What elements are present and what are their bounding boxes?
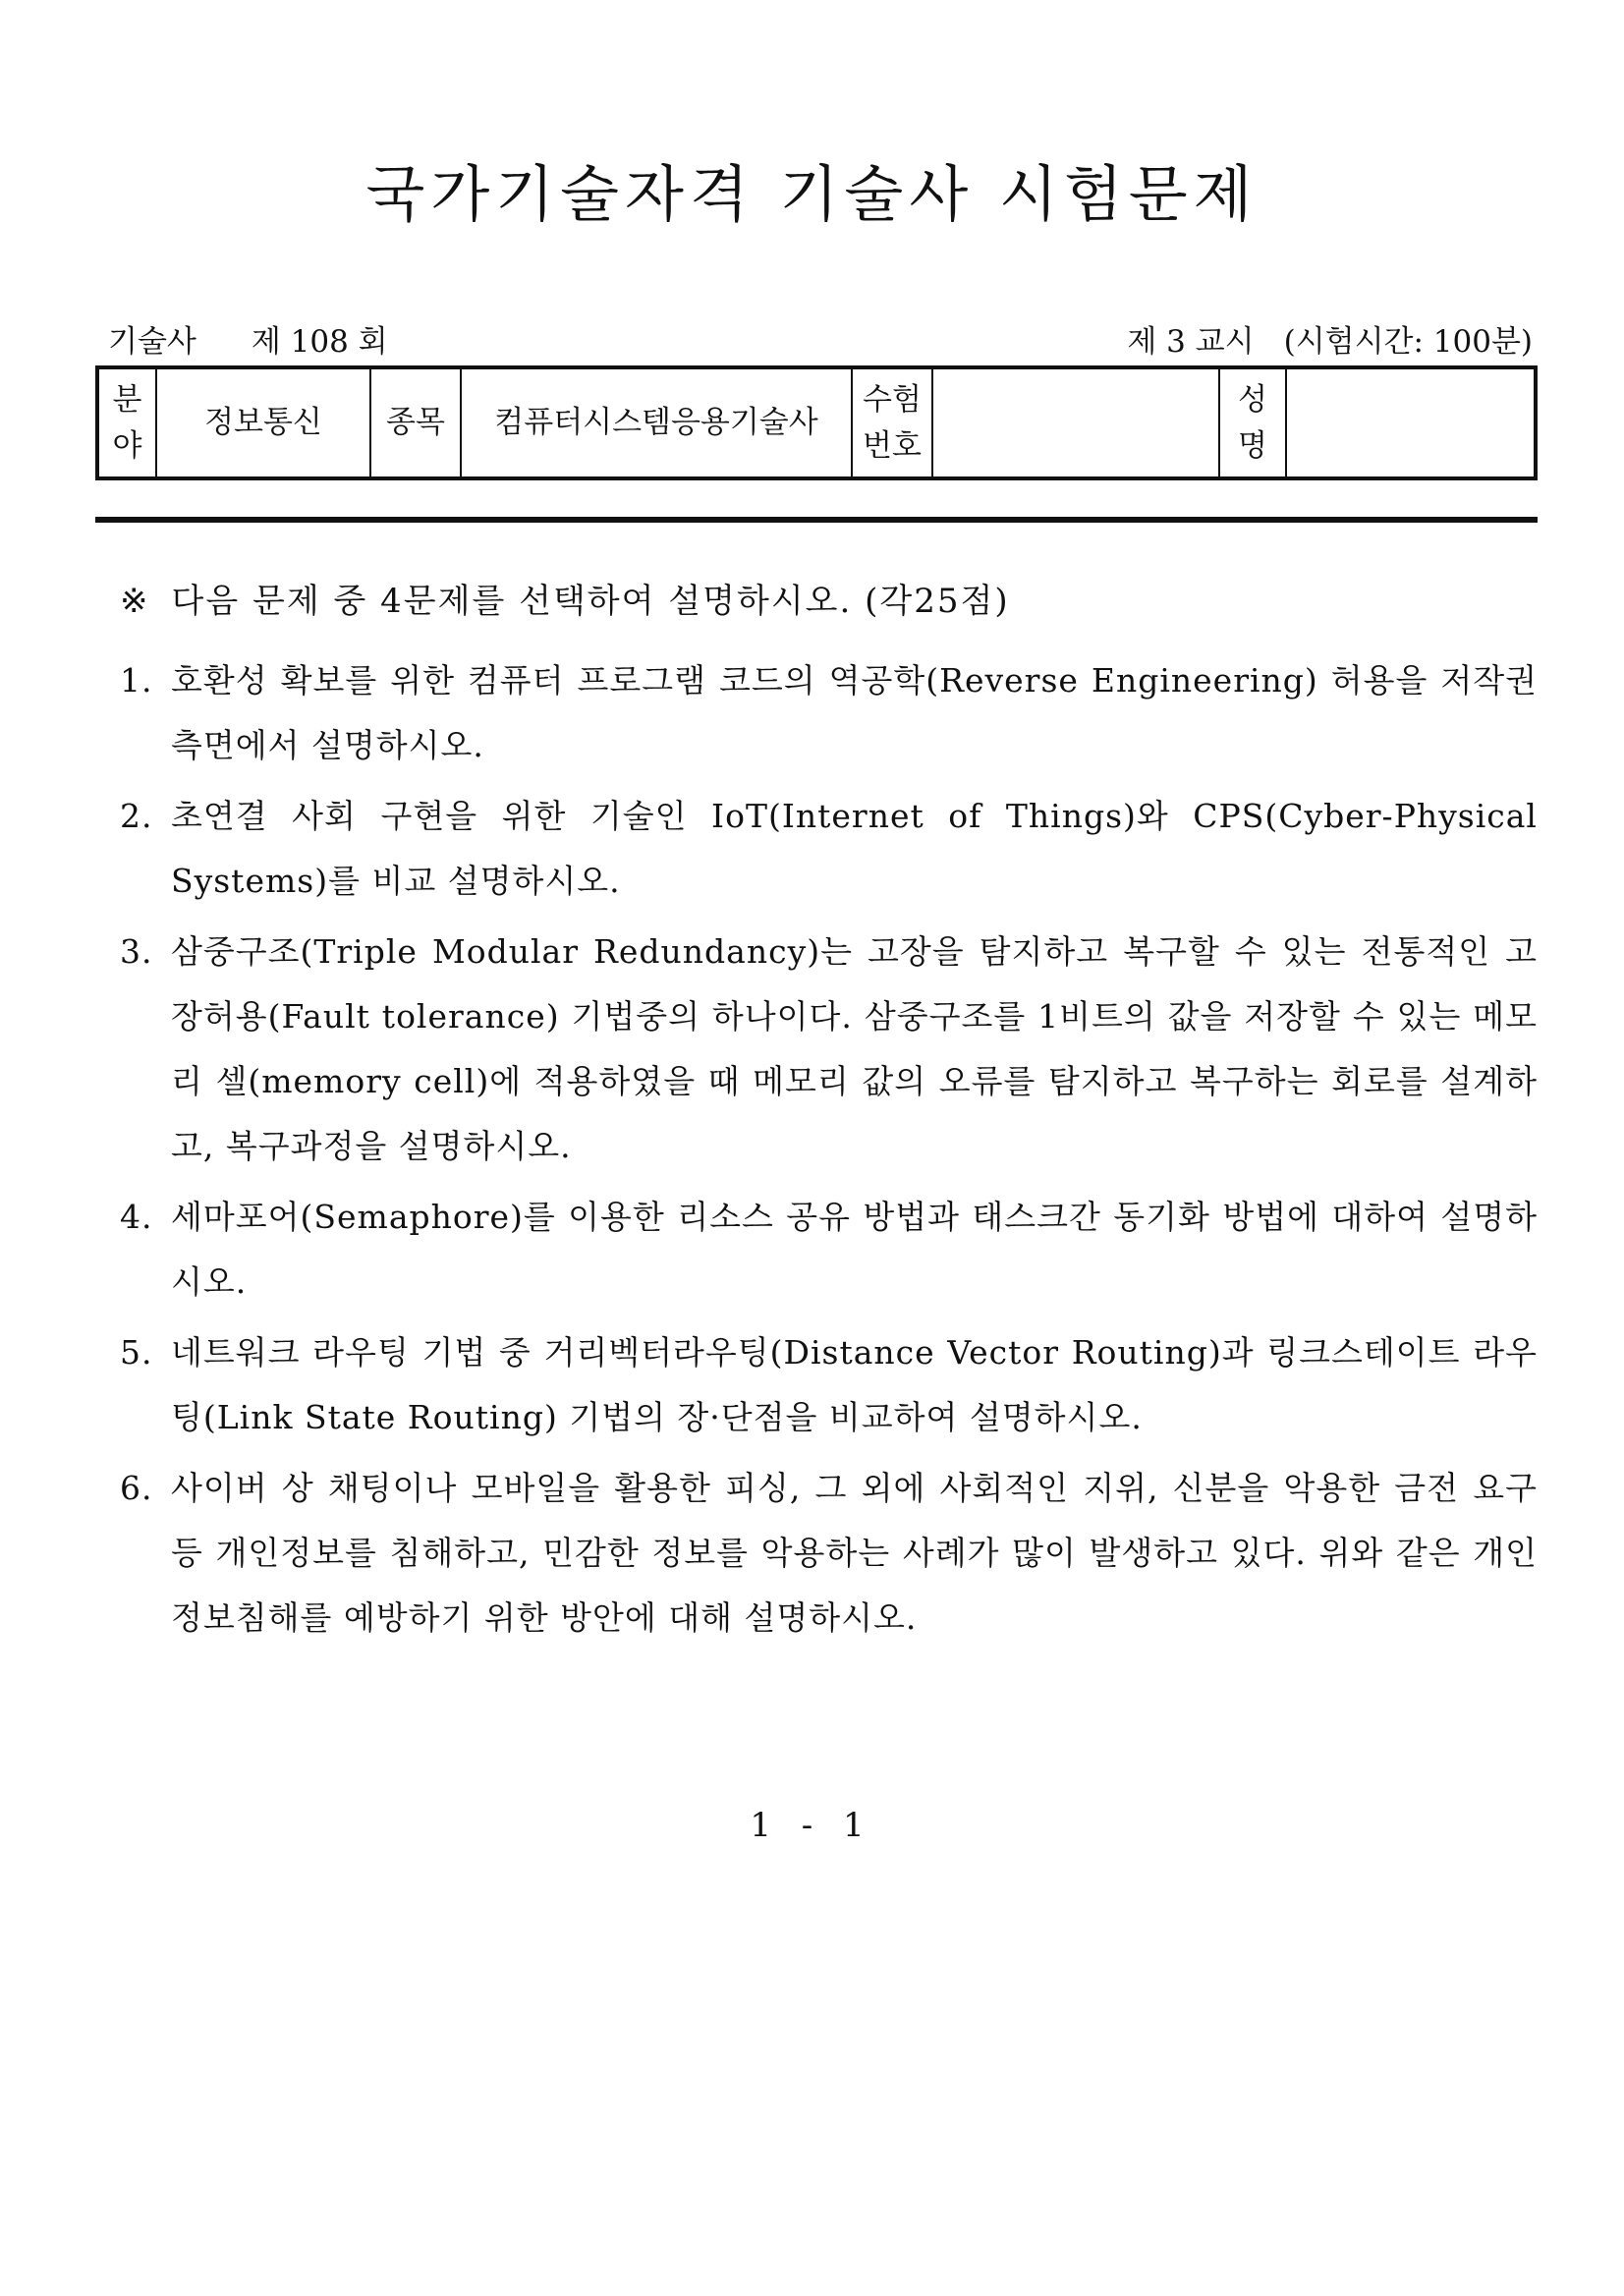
question-number: 5.	[120, 1333, 153, 1372]
question-number: 3.	[120, 932, 153, 971]
exam-round: 제 108 회	[251, 324, 388, 360]
question-number: 6.	[120, 1469, 153, 1507]
exam-grade-round	[108, 316, 388, 361]
question-item	[120, 1320, 1538, 1450]
exam-number-label: 수험 번호	[852, 367, 932, 478]
question-item	[120, 784, 1538, 914]
question-item	[120, 1185, 1538, 1315]
page-title: 국가기술자격 기술사 시험문제	[365, 158, 1259, 230]
question-text: 초연결 사회 구현을 위한 기술인 IoT(Internet of Things)와 CPS(Cyber-Physical Systems)를 비교 설명하시오.	[171, 797, 1538, 900]
exam-meta	[108, 316, 1533, 362]
divider	[95, 517, 1538, 523]
page-number: 1 - 1	[750, 1806, 874, 1845]
question-number: 1.	[120, 661, 153, 700]
instruction	[120, 574, 1010, 622]
question-item	[120, 648, 1538, 778]
field-label: 분 야	[97, 367, 156, 478]
name-field[interactable]	[1286, 367, 1536, 478]
exam-info-table	[95, 365, 1538, 480]
question-number: 4.	[120, 1198, 153, 1236]
exam-grade: 기술사	[108, 324, 196, 360]
question-text: 삼중구조(Triple Modular Redundancy)는 고장을 탐지하고 복구할 수 있는 전통적인 고장허용(Fault tolerance) 기법중의 하나이다. 삼중구조를 1비트의 값을 저장할 수 있는 메모리 셀(memory cell)에 적용하였을 때 메모리 값의 오류를 탐지하고 복구하는 회로를 설계하고, 복구과정을 설명하시오.	[171, 932, 1538, 1165]
question-text: 사이버 상 채팅이나 모바일을 활용한 피싱, 그 외에 사회적인 지위, 신분을 악용한 금전 요구 등 개인정보를 침해하고, 민감한 정보를 악용하는 사례가 많이 발생하고 있다. 위와 같은 개인정보침해를 예방하기 위한 방안에 대해 설명하시오.	[171, 1469, 1538, 1637]
name-label: 성 명	[1219, 367, 1286, 478]
category-value: 컴퓨터시스템응용기술사	[461, 367, 852, 478]
field-value: 정보통신	[156, 367, 370, 478]
category-label: 종목	[370, 367, 461, 478]
question-list	[120, 648, 1538, 1656]
exam-number-field[interactable]	[932, 367, 1219, 478]
question-text: 세마포어(Semaphore)를 이용한 리소스 공유 방법과 태스크간 동기화 방법에 대하여 설명하시오.	[171, 1198, 1538, 1301]
question-text: 네트워크 라우팅 기법 중 거리벡터라우팅(Distance Vector Routing)과 링크스테이트 라우팅(Link State Routing) 기법의 장·단점을 비교하여 설명하시오.	[171, 1333, 1538, 1436]
question-number: 2.	[120, 797, 153, 835]
instruction-text: 다음 문제 중 4문제를 선택하여 설명하시오. (각25점)	[171, 582, 1010, 621]
question-text: 호환성 확보를 위한 컴퓨터 프로그램 코드의 역공학(Reverse Engineering) 허용을 저작권 측면에서 설명하시오.	[171, 661, 1538, 764]
exam-period-time	[1127, 316, 1533, 361]
reference-mark-icon: ※	[120, 582, 150, 621]
exam-time: (시험시간: 100분)	[1283, 324, 1533, 360]
question-item	[120, 920, 1538, 1179]
exam-period: 제 3 교시	[1127, 324, 1255, 360]
question-item	[120, 1456, 1538, 1651]
